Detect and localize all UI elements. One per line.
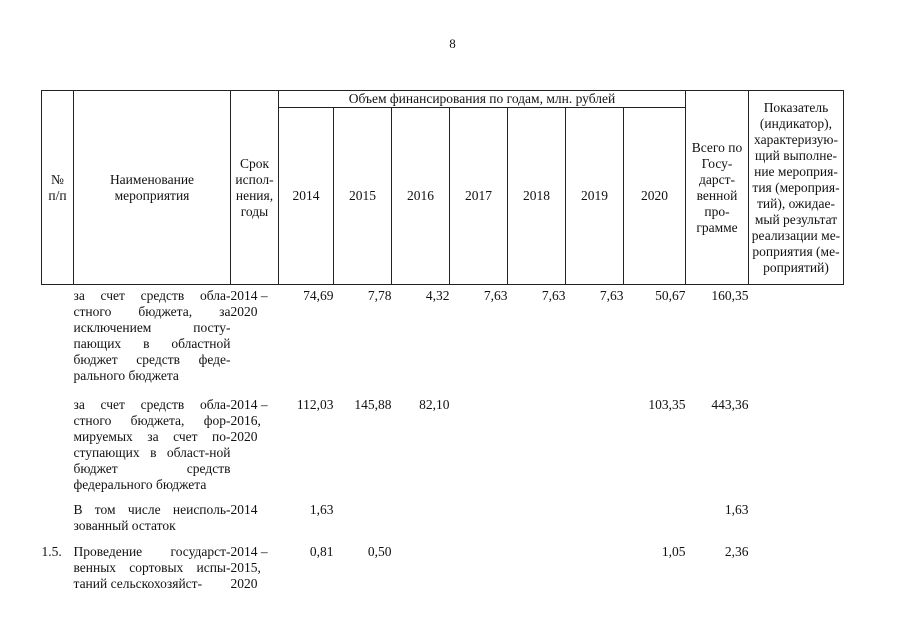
cell-value xyxy=(508,397,566,502)
header-indicator: Показатель (индикатор), характеризую-щий выполне-ние мероприя-тия (мероприя-тий), ожидае-мый результат реализации ме-роприятия (ме-роприятий) xyxy=(749,91,844,285)
cell-num xyxy=(42,285,74,398)
cell-name: за счет средств обла-стного бюджета, за исключением посту-пающих в областной бюджет средств феде-рального бюджета xyxy=(73,288,231,383)
table-row xyxy=(42,544,844,592)
cell-name: В том числе неисполь-зованный остаток xyxy=(73,502,231,533)
cell-value: 0,50 xyxy=(367,544,392,559)
cell-value xyxy=(624,502,686,544)
cell-value xyxy=(392,502,450,544)
cell-value: 50,67 xyxy=(655,288,686,303)
cell-value xyxy=(450,397,508,502)
cell-value xyxy=(450,502,508,544)
page-number: 8 xyxy=(449,36,456,51)
cell-value: 1,05 xyxy=(661,544,686,559)
header-funding-group: Объем финансирования по годам, млн. рублей xyxy=(279,91,686,108)
cell-name: за счет средств обла-стного бюджета, фор-мируемых за счет по-ступающих в област-ной бюджет средств федерального бюджета xyxy=(73,397,231,492)
header-year: 2017 xyxy=(450,108,508,285)
header-num: № п/п xyxy=(42,91,74,285)
cell-num xyxy=(42,397,74,502)
header-year: 2015 xyxy=(334,108,392,285)
cell-value: 74,69 xyxy=(303,288,334,303)
cell-value: 145,88 xyxy=(354,397,392,412)
table-row xyxy=(42,285,844,398)
table-row xyxy=(42,502,844,544)
cell-term: 2014 xyxy=(230,502,258,517)
header-name: Наименование мероприятия xyxy=(74,91,231,285)
cell-term: 2014 – 2020 xyxy=(230,288,268,319)
header-year: 2016 xyxy=(392,108,450,285)
cell-term: 2014 – 2016, 2020 xyxy=(230,397,268,444)
cell-value: 4,32 xyxy=(425,288,450,303)
cell-value xyxy=(508,544,566,592)
cell-value xyxy=(566,502,624,544)
cell-value xyxy=(392,544,450,592)
header-term: Срок испол-нения, годы xyxy=(231,91,279,285)
cell-name: Проведение государст-венных сортовых испы-таний сельскохозяйст- xyxy=(73,544,231,591)
cell-value xyxy=(508,502,566,544)
header-total: Всего по Госу-дарст-венной про-грамме xyxy=(686,91,749,285)
cell-total: 443,36 xyxy=(711,397,749,412)
header-year: 2018 xyxy=(508,108,566,285)
cell-indicator xyxy=(749,285,844,398)
header-year: 2020 xyxy=(624,108,686,285)
cell-value: 0,81 xyxy=(309,544,334,559)
cell-total: 2,36 xyxy=(724,544,749,559)
cell-term: 2014 – 2015, 2020 xyxy=(230,544,268,591)
cell-total: 1,63 xyxy=(724,502,749,517)
cell-value: 112,03 xyxy=(296,397,334,412)
cell-value xyxy=(566,397,624,502)
cell-value: 82,10 xyxy=(419,397,450,412)
header-year: 2014 xyxy=(279,108,334,285)
cell-value: 7,63 xyxy=(599,288,624,303)
cell-value: 1,63 xyxy=(309,502,334,517)
cell-value xyxy=(450,544,508,592)
cell-value: 7,63 xyxy=(483,288,508,303)
cell-value: 7,78 xyxy=(367,288,392,303)
cell-value xyxy=(566,544,624,592)
cell-total: 160,35 xyxy=(711,288,749,303)
cell-value: 7,63 xyxy=(541,288,566,303)
cell-indicator xyxy=(749,544,844,592)
cell-num xyxy=(42,502,74,544)
table-row xyxy=(42,397,844,502)
funding-table xyxy=(41,90,844,592)
cell-num: 1.5. xyxy=(41,544,62,559)
cell-indicator xyxy=(749,502,844,544)
cell-value: 103,35 xyxy=(648,397,686,412)
cell-value xyxy=(334,502,392,544)
header-year: 2019 xyxy=(566,108,624,285)
cell-indicator xyxy=(749,397,844,502)
